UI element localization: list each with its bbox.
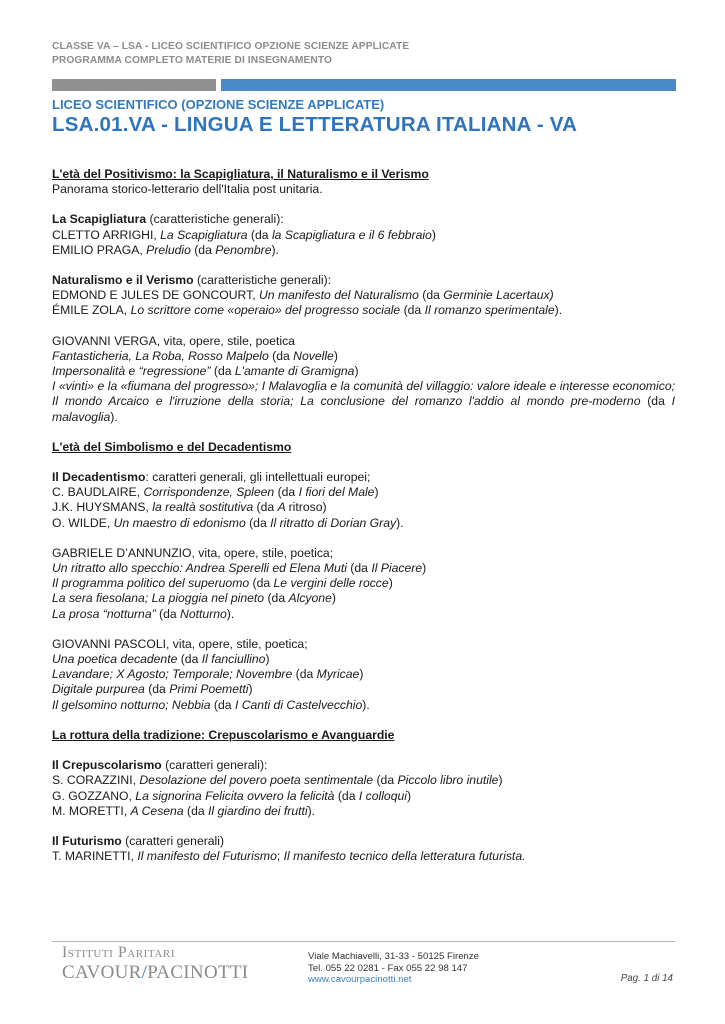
reading-line: EDMOND E JULES DE GONCOURT, Un manifesto del Naturalismo (da Germinie Lacertaux)	[52, 288, 554, 303]
reading-line: EMILIO PRAGA, Preludio (da Penombre).	[52, 242, 279, 257]
reading-line: O. WILDE, Un maestro di edonismo (da Il ritratto di Dorian Gray).	[52, 515, 404, 530]
header-band-gray	[52, 79, 216, 91]
author-header-dannunzio: GABRIELE D’ANNUNZIO, vita, opere, stile, poetica;	[52, 545, 334, 560]
section-heading-positivismo: L'età del Positivismo: la Scapigliatura, il Naturalismo e il Verismo	[52, 167, 429, 181]
topic-crepuscolarismo: Il Crepuscolarismo (caratteri generali):	[52, 758, 268, 773]
logo-istituti-paritari: Istituti Paritari	[62, 944, 176, 961]
author-header-pascoli: GIOVANNI PASCOLI, vita, opere, stile, poetica;	[52, 636, 308, 651]
reading-line: CLETTO ARRIGHI, La Scapigliatura (da la Scapigliatura e il 6 febbraio)	[52, 227, 436, 242]
reading-line: Impersonalità e “regressione” (da L'amante di Gramigna)	[52, 364, 359, 379]
section-heading-avanguardie: La rottura della tradizione: Crepuscolarismo e Avanguardie	[52, 727, 395, 742]
footer-divider	[52, 941, 675, 942]
document-body	[52, 167, 675, 864]
topic-naturalismo: Naturalismo e il Verismo (caratteristiche generali):	[52, 273, 332, 288]
logo-cavour-pacinotti: CAVOUR/PACINOTTI	[62, 962, 249, 983]
reading-line: C. BAUDLAIRE, Corrispondenze, Spleen (da I fiori del Male)	[52, 485, 379, 500]
reading-line: Fantasticheria, La Roba, Rosso Malpelo (da Novelle)	[52, 348, 338, 363]
footer-address: Viale Machiavelli, 31-33 - 50125 Firenze	[308, 951, 480, 962]
section-heading-decadentismo: L'età del Simbolismo e del Decadentismo	[52, 439, 292, 454]
topic-futurismo: Il Futurismo (caratteri generali)	[52, 833, 225, 848]
page-subtitle: LICEO SCIENTIFICO (OPZIONE SCIENZE APPLICATE)	[52, 97, 385, 112]
reading-line: Una poetica decadente (da Il fanciullino)	[52, 652, 270, 667]
page-title: LSA.01.VA - LINGUA E LETTERATURA ITALIANA - VA	[52, 113, 578, 136]
reading-line: La sera fiesolana; La pioggia nel pineto (da Alcyone)	[52, 591, 336, 606]
footer-address-block	[308, 951, 479, 986]
header-program-line: PROGRAMMA COMPLETO MATERIE DI INSEGNAMENTO	[52, 55, 333, 66]
topic-decadentismo: Il Decadentismo: caratteri generali, gli intellettuali europei;	[52, 470, 371, 485]
reading-line: Il programma politico del superuomo (da Le vergini delle rocce)	[52, 576, 393, 591]
header-band-blue	[221, 79, 676, 91]
footer-website-link[interactable]: www.cavourpacinotti.net	[308, 974, 412, 985]
reading-line: J.K. HUYSMANS, la realtà sostitutiva (da A ritroso)	[52, 500, 327, 515]
reading-line: Un ritratto allo specchio: Andrea Sperelli ed Elena Muti (da Il Piacere)	[52, 561, 427, 576]
reading-line: ÉMILE ZOLA, Lo scrittore come «operaio» del progresso sociale (da Il romanzo sperimentale).	[52, 303, 563, 318]
reading-line: Lavandare; X Agosto; Temporale; Novembre (da Myricae)	[52, 667, 364, 682]
reading-line: S. CORAZZINI, Desolazione del povero poeta sentimentale (da Piccolo libro inutile)	[52, 773, 503, 788]
reading-line: G. GOZZANO, La signorina Felicita ovvero la felicità (da I colloqui)	[52, 788, 412, 803]
page-header	[52, 40, 677, 68]
header-class-line: CLASSE VA – LSA - LICEO SCIENTIFICO OPZIONE SCIENZE APPLICATE	[52, 41, 410, 52]
reading-line: Digitale purpurea (da Primi Poemetti)	[52, 682, 253, 697]
reading-paragraph: I «vinti» e la «fiumana del progresso»; I Malavoglia e la comunità del villaggio: valore ideale e interesse economico; Il mondo Arcaico e l'irruzione della storia; La conclusione del romanzo l'addio al mondo pre-moderno (da I malavoglia).	[52, 379, 676, 424]
reading-line: T. MARINETTI, Il manifesto del Futurismo; Il manifesto tecnico della letteratura futurista.	[52, 849, 526, 864]
school-logo	[62, 944, 248, 984]
reading-line: Il gelsomino notturno; Nebbia (da I Canti di Castelvecchio).	[52, 697, 370, 712]
reading-line: M. MORETTI, A Cesena (da Il giardino dei frutti).	[52, 803, 316, 818]
page-number: Pag. 1 di 14	[620, 973, 673, 984]
paragraph: Panorama storico-letterario dell'Italia post unitaria.	[52, 182, 323, 197]
author-header-verga: GIOVANNI VERGA, vita, opere, stile, poetica	[52, 333, 295, 348]
footer-phone: Tel. 055 22 0281 - Fax 055 22 98 147	[308, 962, 468, 974]
reading-line: La prosa “notturna” (da Notturno).	[52, 606, 235, 621]
topic-scapigliatura: La Scapigliatura (caratteristiche generali):	[52, 212, 284, 227]
